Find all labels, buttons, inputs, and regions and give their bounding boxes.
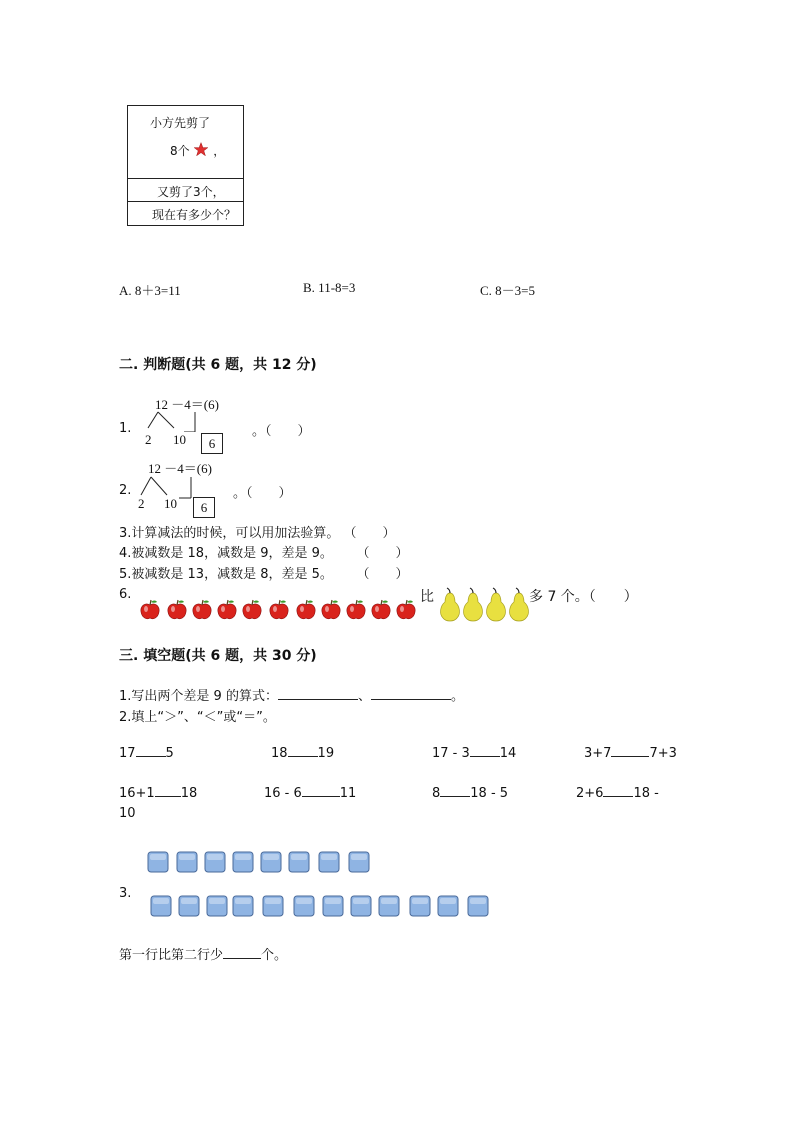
fill-q3-text-right: 个。 <box>261 948 288 963</box>
square-icon <box>232 851 254 873</box>
judge-q2-right: 10 <box>164 496 177 511</box>
compare-2c-right: 18 - 5 <box>470 786 509 801</box>
judge-q4: 4.被减数是 18，减数是 9，差是 9。 （ ） <box>119 546 409 561</box>
fill-q1 <box>119 685 464 704</box>
square-icon <box>176 851 198 873</box>
compare-2b <box>264 786 356 801</box>
fill-q3-number: 3. <box>119 886 132 901</box>
judge-q2-tail: 。（ ） <box>233 486 292 501</box>
judge-q6-tail: 多 7 个。（ ） <box>529 589 638 605</box>
compare-1d <box>584 746 677 761</box>
compare-2a-blank[interactable] <box>155 796 181 797</box>
problem-line-2-suffix: ， <box>213 144 226 158</box>
problem-line-1: 小方先剪了 <box>150 116 211 130</box>
compare-2a <box>119 786 197 801</box>
square-icon <box>260 851 282 873</box>
section-2-title: 二. 判断题(共 6 题，共 12 分) <box>119 357 317 373</box>
apple-icon <box>320 599 342 621</box>
judge-q2-number: 2. <box>119 483 132 498</box>
judge-q3: 3.计算减法的时候，可以用加法验算。 （ ） <box>119 526 396 541</box>
judge-q1-box: 6 <box>201 433 223 454</box>
compare-1a-blank[interactable] <box>136 756 166 757</box>
apple-icon <box>216 599 238 621</box>
square-icon <box>409 895 431 917</box>
judge-q2-left: 2 <box>138 496 145 511</box>
compare-2c-left: 8 <box>432 786 441 801</box>
compare-1c-right: 14 <box>499 746 517 761</box>
compare-1d-right: 7+3 <box>649 746 677 761</box>
square-icon <box>437 895 459 917</box>
square-icon <box>350 895 372 917</box>
square-icon <box>232 895 254 917</box>
square-icon <box>206 895 228 917</box>
choice-c: C. 8－3=5 <box>480 283 536 298</box>
compare-2c <box>432 786 508 801</box>
star-icon <box>193 142 209 157</box>
square-icon <box>150 895 172 917</box>
compare-2a-left: 16+1 <box>119 786 155 801</box>
fill-q3-blank[interactable] <box>223 958 261 959</box>
apple-icon <box>268 599 290 621</box>
choice-a: A. 8＋3=11 <box>119 283 181 298</box>
square-icon <box>178 895 200 917</box>
compare-1d-left: 3+7 <box>584 746 612 761</box>
compare-1a <box>119 746 174 761</box>
compare-1a-right: 5 <box>165 746 174 761</box>
square-icon <box>288 851 310 873</box>
compare-1c-left: 17 - 3 <box>432 746 470 761</box>
fill-q1-blank-2[interactable] <box>371 699 451 700</box>
judge-q2-box: 6 <box>193 497 215 518</box>
compare-1a-left: 17 <box>119 746 136 761</box>
compare-1c-blank[interactable] <box>470 756 500 757</box>
problem-box-bottom <box>128 202 243 225</box>
apple-icon <box>345 599 367 621</box>
judge-q6-number: 6. <box>119 587 132 602</box>
compare-2d-blank[interactable] <box>603 796 633 797</box>
square-icon <box>293 895 315 917</box>
judge-q5: 5.被减数是 13，减数是 8，差是 5。 （ ） <box>119 567 409 582</box>
problem-box-middle <box>128 179 243 202</box>
compare-2c-blank[interactable] <box>440 796 470 797</box>
compare-2b-right: 11 <box>339 786 357 801</box>
judge-q1-left: 2 <box>145 432 152 447</box>
judge-q1-number: 1. <box>119 421 132 436</box>
compare-1d-blank[interactable] <box>611 756 649 757</box>
square-icon <box>262 895 284 917</box>
square-icon <box>348 851 370 873</box>
apple-icon <box>241 599 263 621</box>
apple-icon <box>166 599 188 621</box>
apple-icon <box>395 599 417 621</box>
compare-2b-left: 16 - 6 <box>264 786 302 801</box>
compare-2d-left: 2+6 <box>576 786 604 801</box>
fill-q3-text <box>119 944 287 963</box>
judge-q1-split-lines <box>140 410 200 432</box>
problem-box-top <box>128 106 243 179</box>
apple-icon <box>295 599 317 621</box>
square-icon <box>204 851 226 873</box>
compare-1c <box>432 746 516 761</box>
square-icon <box>322 895 344 917</box>
fill-q1-text: 1.写出两个差是 9 的算式： <box>119 689 278 704</box>
apple-icon <box>191 599 213 621</box>
judge-q2-equation: 12 －4＝(6) <box>148 461 212 476</box>
fill-q1-sep: 、 <box>357 689 371 704</box>
judge-q1-tail: 。（ ） <box>252 424 311 439</box>
judge-q6-bi: 比 <box>420 589 434 605</box>
compare-2a-right: 18 <box>180 786 198 801</box>
compare-1b-left: 18 <box>271 746 288 761</box>
problem-line-3: 又剪了3个， <box>157 185 225 199</box>
apple-icon <box>370 599 392 621</box>
problem-box <box>127 105 244 226</box>
square-icon <box>147 851 169 873</box>
fill-q3-text-left: 第一行比第二行少 <box>119 948 224 963</box>
problem-line-4: 现在有多少个？ <box>152 208 237 222</box>
section-3-title: 三. 填空题(共 6 题，共 30 分) <box>119 648 317 664</box>
judge-q1-equation: 12 －4＝(6) <box>155 397 219 412</box>
square-icon <box>467 895 489 917</box>
apple-icon <box>139 599 161 621</box>
compare-2d <box>576 786 659 801</box>
square-icon <box>378 895 400 917</box>
judge-q1-right: 10 <box>173 432 186 447</box>
problem-line-2 <box>170 142 225 159</box>
square-icon <box>318 851 340 873</box>
choice-b: B. 11-8=3 <box>303 280 356 295</box>
fill-q1-end: 。 <box>450 689 464 704</box>
compare-1b <box>271 746 334 761</box>
problem-line-2-prefix: 8个 <box>170 144 190 158</box>
fill-q1-blank-1[interactable] <box>278 699 358 700</box>
compare-2d-wrap: 10 <box>119 806 136 821</box>
fill-q2: 2.填上“＞”、“＜”或“＝”。 <box>119 710 276 725</box>
compare-1b-right: 19 <box>317 746 335 761</box>
compare-1b-blank[interactable] <box>288 756 318 757</box>
compare-2b-blank[interactable] <box>302 796 340 797</box>
compare-2d-right: 18 - <box>633 786 659 801</box>
